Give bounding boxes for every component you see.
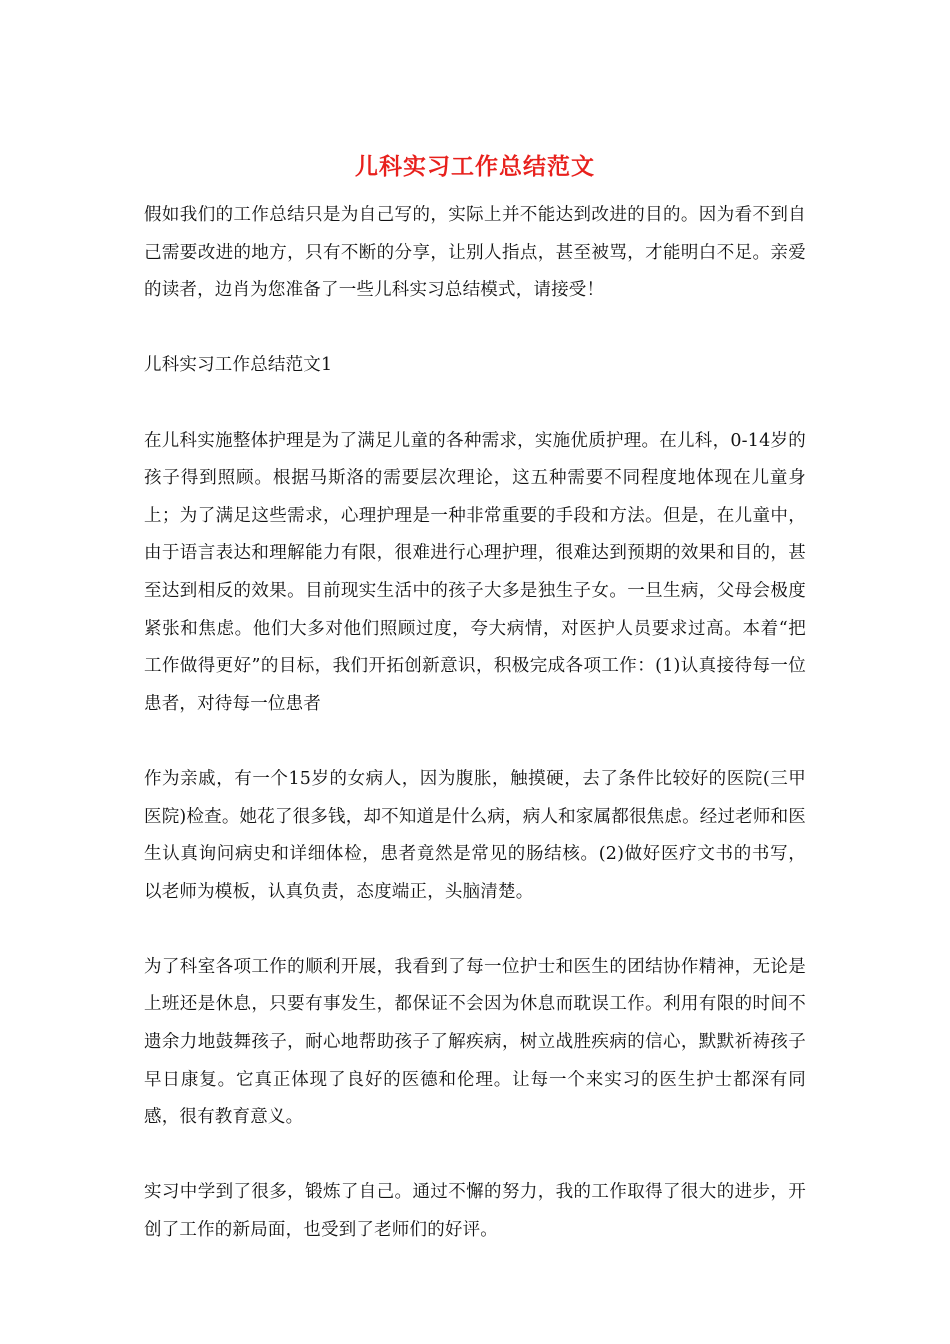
body-paragraph: 作为亲戚，有一个15岁的女病人，因为腹胀，触摸硬，去了条件比较好的医院(三甲医院)检查。她花了很多钱，却不知道是什么病，病人和家属都很焦虑。经过老师和医生认真询问病史和详细体检，患者竟然是常见的肠结核。(2)做好医疗文书的书写，以老师为模板，认真负责，态度端正，头脑清楚。 (144, 768, 806, 902)
document-body (144, 197, 806, 1250)
section-heading: 儿科实习工作总结范文1 (144, 355, 333, 376)
document-title: 儿科实习工作总结范文 (355, 153, 595, 180)
body-paragraph: 为了科室各项工作的顺利开展，我看到了每一位护士和医生的团结协作精神，无论是上班还是休息，只要有事发生，都保证不会因为休息而耽误工作。利用有限的时间不遗余力地鼓舞孩子，耐心地帮助孩子了解疾病，树立战胜疾病的信心，默默祈祷孩子早日康复。它真正体现了良好的医德和伦理。让每一个来实习的医生护士都深有同感，很有教育意义。 (144, 956, 806, 1128)
body-paragraph: 在儿科实施整体护理是为了满足儿童的各种需求，实施优质护理。在儿科，0-14岁的孩子得到照顾。根据马斯洛的需要层次理论，这五种需要不同程度地体现在儿童身上；为了满足这些需求，心理护理是一种非常重要的手段和方法。但是，在儿童中，由于语言表达和理解能力有限，很难进行心理护理，很难达到预期的效果和目的，甚至达到相反的效果。目前现实生活中的孩子大多是独生子女。一旦生病，父母会极度紧张和焦虑。他们大多对他们照顾过度，夸大病情，对医护人员要求过高。本着“把工作做得更好”的目标，我们开拓创新意识，积极完成各项工作：(1)认真接待每一位患者，对待每一位患者 (144, 430, 806, 714)
intro-paragraph: 假如我们的工作总结只是为自己写的，实际上并不能达到改进的目的。因为看不到自己需要改进的地方，只有不断的分享，让别人指点，甚至被骂，才能明白不足。亲爱的读者，边肖为您准备了一些儿科实习总结模式，请接受！ (144, 205, 806, 301)
body-paragraph: 实习中学到了很多，锻炼了自己。通过不懈的努力，我的工作取得了很大的进步，开创了工作的新局面，也受到了老师们的好评。 (144, 1182, 806, 1241)
